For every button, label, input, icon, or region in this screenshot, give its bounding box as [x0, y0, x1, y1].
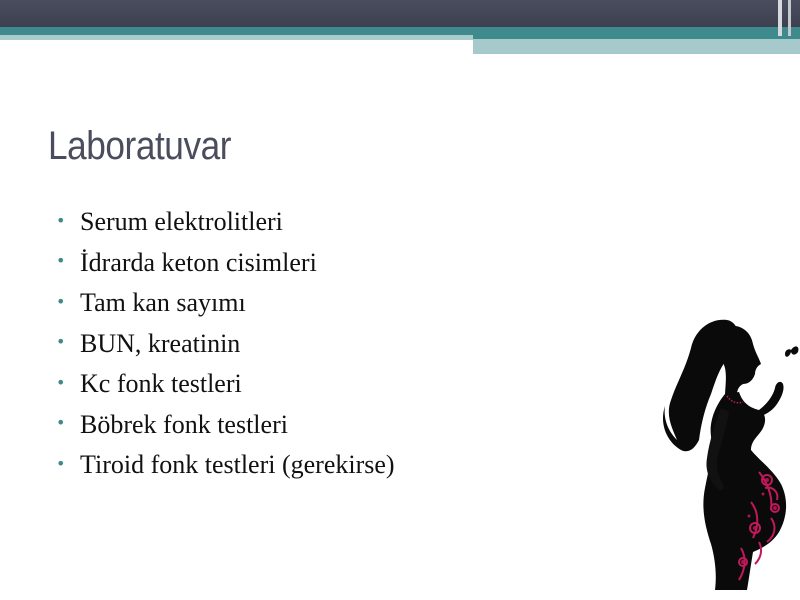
bullet-icon: • — [56, 413, 66, 433]
corner-accent-bar-2 — [788, 0, 791, 36]
bullet-icon: • — [56, 291, 66, 311]
header-band-light-right — [473, 39, 800, 54]
bullet-text: Tam kan sayımı — [80, 288, 246, 318]
bullet-text: Serum elektrolitleri — [80, 207, 283, 237]
bullet-icon: • — [56, 372, 66, 392]
head-shape — [722, 326, 761, 396]
bullet-icon: • — [56, 332, 66, 352]
bullet-text: Kc fonk testleri — [80, 369, 242, 399]
hand-shape — [759, 382, 784, 416]
header-band-light-left — [0, 35, 473, 40]
list-item — [56, 202, 395, 243]
bullet-text: Böbrek fonk testleri — [80, 409, 288, 439]
list-item — [56, 283, 395, 324]
list-item — [56, 445, 395, 486]
list-item — [56, 324, 395, 365]
bullet-list — [56, 202, 395, 486]
header-band-dark — [0, 0, 800, 27]
bullet-text: İdrarda keton cisimleri — [80, 247, 317, 277]
list-item — [56, 364, 395, 405]
butterfly-icon — [785, 346, 798, 356]
list-item — [56, 243, 395, 284]
pregnant-woman-silhouette-icon — [655, 312, 800, 592]
slide-title: Laboratuvar — [48, 124, 232, 168]
bullet-text: BUN, kreatinin — [80, 328, 241, 358]
bullet-icon: • — [56, 453, 66, 473]
list-item — [56, 405, 395, 446]
bullet-icon: • — [56, 251, 66, 271]
bullet-text: Tiroid fonk testleri (gerekirse) — [80, 450, 395, 480]
bullet-icon: • — [56, 210, 66, 230]
corner-accent-bar — [778, 0, 782, 36]
